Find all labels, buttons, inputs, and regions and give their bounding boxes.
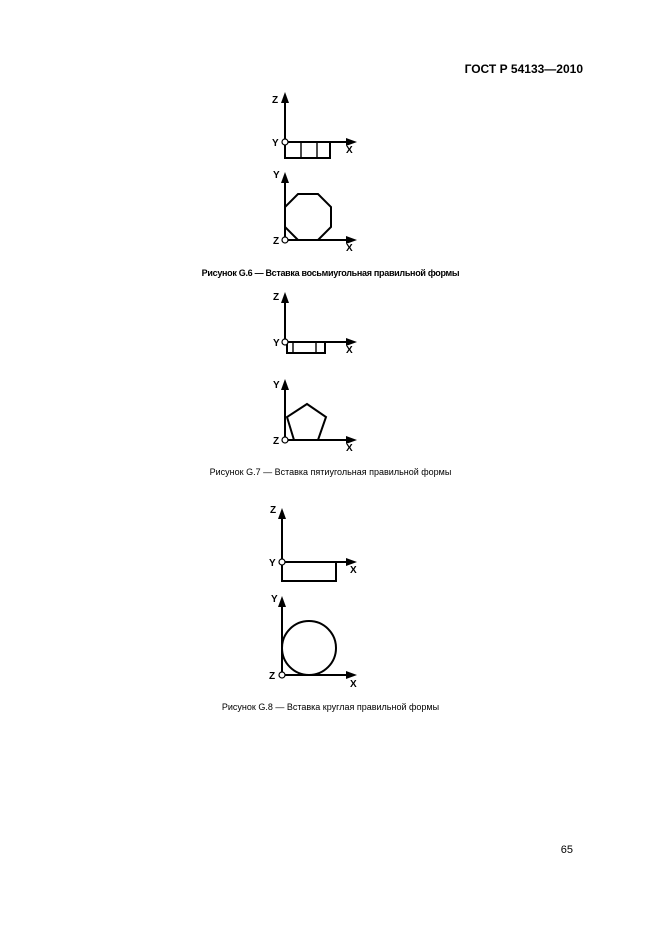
axis-label-horizontal: X [350,679,357,690]
figure-g6-top-view [273,170,357,254]
axis-label-horizontal: X [346,145,353,156]
figure-g7-top-view [273,379,357,454]
axis-label-vertical: Z [272,95,279,106]
axis-y-arrow-icon [281,379,289,390]
origin-marker-icon [282,339,288,345]
figure-g8-caption: Рисунок G.8 — Вставка круглая правильной формы [221,702,440,712]
axis-y-arrow-icon [281,172,289,183]
pentagon-insert-top-view [287,404,326,440]
axis-label-origin: Z [273,436,280,447]
figure-g6-front-view [272,92,357,158]
axis-label-origin: Y [269,558,276,569]
axis-label-origin: Y [273,338,280,349]
axis-label-horizontal: X [346,243,353,254]
figure-g6-caption: Рисунок G.6 — Вставка восьмиугольная правильной формы [201,268,460,278]
axis-label-origin: Y [272,138,279,149]
origin-marker-icon [282,139,288,145]
axis-label-vertical: Y [273,380,280,391]
origin-marker-icon [279,672,285,678]
axis-label-horizontal: X [346,443,353,454]
page-number: 65 [560,844,573,856]
axis-label-vertical: Z [270,505,277,516]
axis-label-origin: Z [273,236,280,247]
axis-label-horizontal: X [346,345,353,356]
axis-label-vertical: Y [273,170,280,181]
round-insert-top-view [282,621,336,675]
axis-z-arrow-icon [278,508,286,519]
figure-g8-front-view [269,505,357,581]
figure-g8-top-view [269,594,357,690]
figure-g7-front-view [273,292,357,356]
axis-x-arrow-icon [346,671,357,679]
origin-marker-icon [282,237,288,243]
axis-label-vertical: Y [271,594,278,605]
round-insert-side-view [282,562,336,581]
axis-z-arrow-icon [281,92,289,103]
axis-label-vertical: Z [273,292,280,303]
axis-z-arrow-icon [281,292,289,303]
octagon-insert-side-view [285,142,330,158]
origin-marker-icon [282,437,288,443]
axis-y-arrow-icon [278,596,286,607]
axis-label-origin: Z [269,671,276,682]
document-number: ГОСТ Р 54133—2010 [464,62,583,76]
figure-g7-caption: Рисунок G.7 — Вставка пятиугольная правильной формы [209,467,452,477]
octagon-insert-top-view [285,194,331,240]
origin-marker-icon [279,559,285,565]
axis-label-horizontal: X [350,565,357,576]
